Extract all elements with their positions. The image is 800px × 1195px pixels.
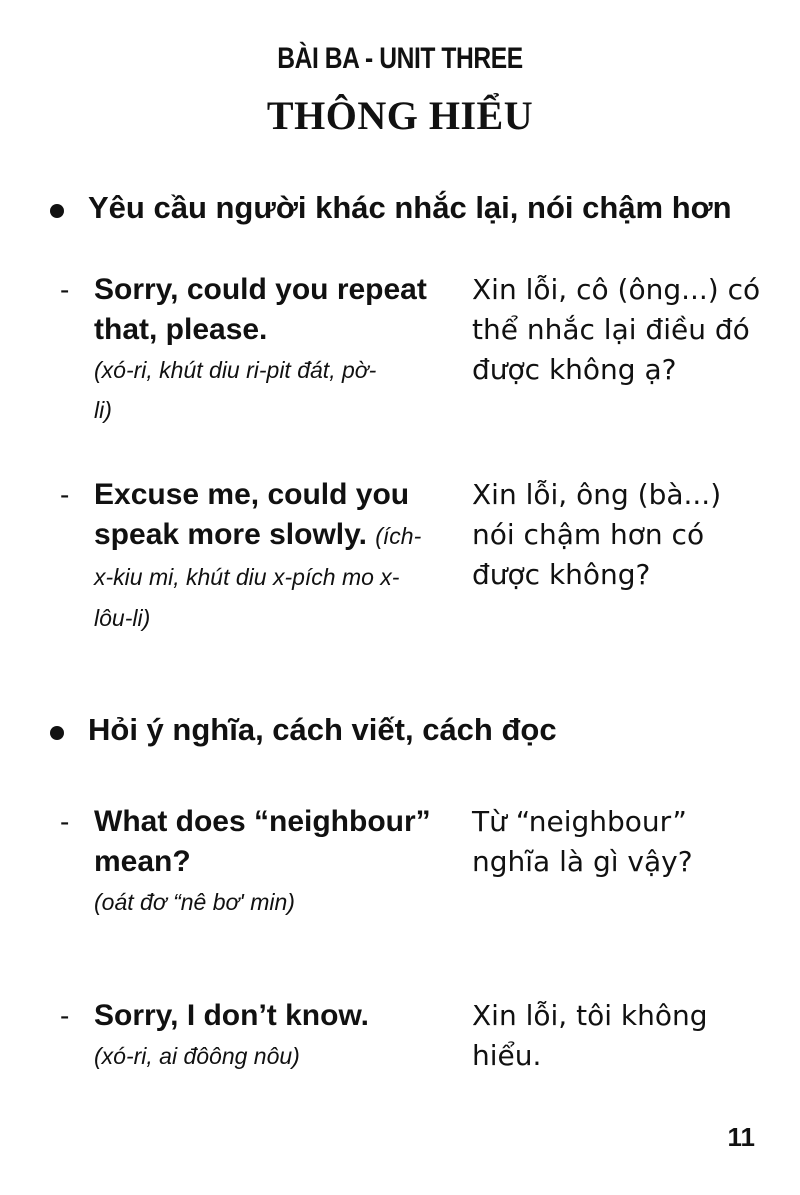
english-phrase: What does “neighbour” mean? [94,805,431,878]
dash-marker: - [60,479,70,510]
dash-marker: - [60,274,70,305]
english-phrase [94,475,424,638]
unit-label: BÀI BA - UNIT THREE [277,42,523,75]
dash-marker: - [60,1000,70,1031]
section-heading [50,712,557,748]
vietnamese-translation: Từ “neighbour” nghĩa là gì vậy? [472,805,693,878]
vietnamese-translation: Xin lỗi, cô (ông...) có thể nhắc lại điều đó được không ạ? [472,273,761,386]
english-phrase-text: Excuse me, could you speak more slowly. [94,478,410,551]
pronunciation: (oát đơ “nê bơ' min) [94,889,295,915]
english-phrase: Sorry, I don’t know. [94,999,370,1032]
page-title: THÔNG HIỂU [266,93,534,138]
section-heading-text: Yêu cầu người khác nhắc lại, nói chậm hơn [88,190,732,225]
bullet-icon [50,726,64,740]
vietnamese-translation: Xin lỗi, tôi không hiểu. [472,999,708,1072]
pronunciation: (ích-x-kiu mi, khút diu x-pích mo x-lôu-li) [94,523,422,631]
pronunciation: (xó-ri, ai đôông nôu) [94,1043,300,1069]
phrase-english [60,802,450,922]
section-heading [50,190,732,226]
section-heading-text: Hỏi ý nghĩa, cách viết, cách đọc [88,712,557,747]
page-number: 11 [727,1122,755,1152]
bullet-icon [50,204,64,218]
vietnamese-translation: Xin lỗi, ông (bà...) nói chậm hơn có được không? [472,478,722,591]
phrase-english [60,475,450,638]
english-phrase: Sorry, could you repeat that, please. [94,273,427,346]
dash-marker: - [60,806,70,837]
phrase-english [60,270,450,430]
phrase-english [60,996,450,1076]
pronunciation: (xó-ri, khút diu ri-pit đát, pờ-li) [94,357,377,423]
